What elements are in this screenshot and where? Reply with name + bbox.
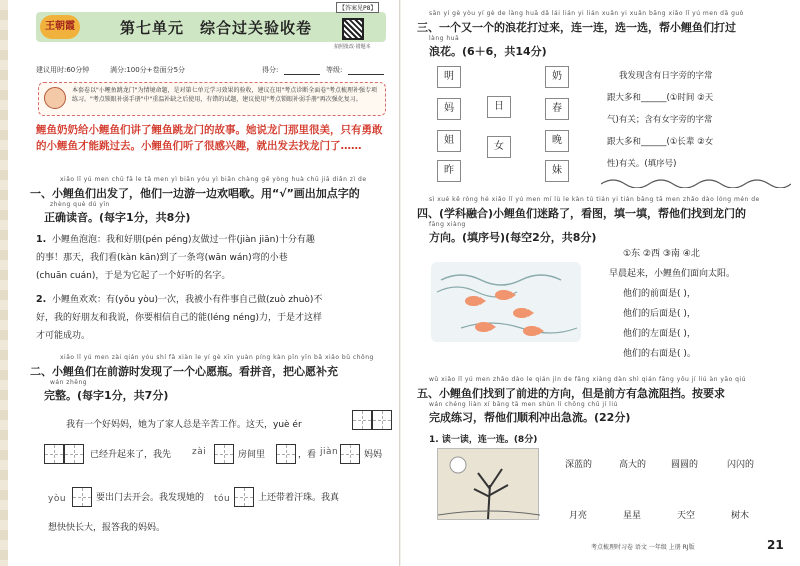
answer-box[interactable] — [64, 444, 84, 464]
q4-title: 四、(学科融合)小鲤鱼们迷路了，看图，填一填，帮他们找到龙门的 — [417, 207, 747, 220]
qr-code-icon[interactable] — [342, 18, 364, 40]
level-blank[interactable] — [348, 74, 384, 75]
q2-text-2a: 已经升起来了，我先 — [90, 450, 172, 460]
q2-text-2d: ，看 — [298, 450, 317, 460]
q4-pinyin-2: fāng xiàng — [429, 221, 466, 228]
q1-title-2: 正确读音。(每字1分，共8分) — [44, 211, 191, 224]
char-card-right[interactable]: 春 — [545, 98, 569, 120]
adjective-word[interactable]: 高大的 — [619, 460, 647, 470]
char-card-left[interactable]: 妈 — [437, 98, 461, 120]
char-card-right[interactable]: 晚 — [545, 130, 569, 152]
q2-pinyin-2: wán zhěng — [50, 379, 88, 386]
q1-item-2-label: 2. — [36, 294, 47, 305]
score-blank[interactable] — [284, 74, 320, 75]
char-card-right[interactable]: 奶 — [545, 66, 569, 88]
answer-box[interactable] — [372, 410, 392, 430]
answer-box[interactable] — [72, 487, 92, 507]
q1-item-2-line1[interactable]: 小鲤鱼欢欢：有(yǒu yòu)一次，我被小有件事自己做(zuò zhuò)不 — [52, 295, 323, 305]
q2-pinyin-you: yòu — [48, 494, 67, 504]
q3-title: 三、一个又一个的浪花打过来，连一连，选一选，帮小鲤鱼们打过 — [417, 21, 736, 34]
answer-box[interactable] — [340, 444, 360, 464]
q2-title-2: 完整。(每字1分，共7分) — [44, 389, 169, 402]
q4-blank-front[interactable]: 他们的前面是( )， — [623, 289, 696, 299]
char-card-left[interactable]: 姐 — [437, 130, 461, 152]
qr-caption: 拍照批改·错题本 — [334, 44, 371, 50]
girl-avatar-icon — [44, 87, 66, 109]
answer-tag: 【答案见P8】 — [336, 2, 379, 13]
night-tree-image — [437, 448, 539, 520]
q3-pinyin: sān yí gè yòu yí gè de làng huā dǎ lái lián yi lián xuǎn yi xuǎn bāng xiǎo lǐ yú men dǎ guò — [429, 10, 744, 17]
page-number: 21 — [767, 538, 784, 552]
q2-text-3d: 上还带着汗珠。我真 — [258, 493, 340, 503]
q3-title-2: 浪花。(6＋6，共14分) — [429, 45, 547, 58]
story-intro: 鲤鱼奶奶给小鲤鱼们讲了鲤鱼跳龙门的故事。她说龙门那里很美，只有勇敢的小鲤鱼才能跳过去。小鲤鱼们听了很感兴趣，就出发去找龙门了…… — [36, 124, 383, 152]
answer-box[interactable] — [276, 444, 296, 464]
brand-logo: 王朝霞 — [40, 15, 80, 39]
adjective-word[interactable]: 深蓝的 — [565, 460, 593, 470]
q1-title: 一、小鲤鱼们出发了，他们一边游一边欢唱歌。用“√”画出加点字的 — [30, 187, 360, 200]
noun-word[interactable]: 树木 — [731, 511, 750, 521]
answer-box[interactable] — [352, 410, 372, 430]
q1-item-2-line3[interactable]: 才可能成功。 — [36, 331, 91, 341]
q2-text-3b: 要出门去开会。我发现她的 — [96, 493, 205, 503]
binding-strip — [0, 0, 8, 566]
q2-pinyin-zai: zài — [192, 447, 207, 457]
q2-paragraph-4: 想快快长大，报答我的妈妈。 — [48, 523, 166, 533]
q2-title: 二、小鲤鱼们在前游时发现了一个心愿瓶。看拼音，把心愿补充 — [30, 365, 338, 378]
fish-icon — [523, 326, 539, 336]
notice-text: 本套卷以"小鲤鱼跳龙门"为情境命题，是对第七单元学习效果的验收，建议在用"考点诊断全面卷"考点梳理补强专项练习。"考点锁眼补弱手册"中"重温补缺之后使用，有错的试题，建议使用"考点锁眼补弱手册"再次强化复习。 — [72, 87, 378, 103]
page-title: 第七单元 综合过关验收卷 — [120, 19, 313, 37]
noun-word[interactable]: 月亮 — [569, 511, 588, 521]
q2-paragraph-1: 我有一个好妈妈，她为了家人总是辛苦工作。这天，yuè ér — [66, 420, 302, 430]
q3-poem-line-5: 性)有关。(填序号) — [607, 159, 677, 169]
char-card-left[interactable]: 明 — [437, 66, 461, 88]
fish-illustration — [431, 262, 581, 342]
q2-text-2c: 房间里 — [238, 450, 266, 460]
footer-series: 考点梳理时习卷 语文 一年级 上册 RJ版 — [591, 544, 695, 551]
q4-intro: 早晨起来，小鲤鱼们面向太阳。 — [609, 269, 736, 279]
answer-box[interactable] — [234, 487, 254, 507]
q2-pinyin-jian: jiàn — [320, 447, 339, 457]
q5-pinyin-2: wán chéng liàn xí bāng tā men shùn lì chōng chū jí liú — [429, 401, 618, 408]
q2-text-2f: 妈妈 — [364, 450, 383, 460]
noun-word[interactable]: 星星 — [623, 511, 642, 521]
q2-pinyin: xiǎo lǐ yú men zài qián yóu shí fā xiàn le yí gè xīn yuàn píng kàn pīn yīn bǎ xiǎo bǔ chōng — [60, 354, 374, 361]
q1-pinyin-2: zhèng què dú yīn — [50, 201, 110, 208]
q1-item-1-label: 1. — [36, 234, 47, 245]
q3-pinyin-2: làng huā — [429, 35, 460, 42]
adjective-word[interactable]: 圆圆的 — [671, 460, 699, 470]
q4-title-2: 方向。(填序号)(每空2分，共8分) — [429, 231, 597, 244]
q4-pinyin: sì xué kē róng hé xiǎo lǐ yú men mí lù le kàn tú tián yi tián bāng tā men zhǎo dào lóng mén de — [429, 196, 760, 203]
score-label: 得分: — [262, 66, 279, 74]
right-page — [401, 0, 800, 566]
char-card-left[interactable]: 昨 — [437, 160, 461, 182]
char-card-right[interactable]: 妹 — [545, 160, 569, 182]
q1-item-1-line1[interactable]: 小鲤鱼泡泡：我和好朋(pén péng)友做过一件(jiàn jiān)十分有趣 — [52, 235, 315, 245]
q5-title: 五、小鲤鱼们找到了前进的方向，但是前方有急流阻挡。按要求 — [417, 387, 725, 400]
q4-blank-left[interactable]: 他们的左面是( )， — [623, 329, 696, 339]
q1-item-2-line2[interactable]: 好，我的好朋友和我说，你要相信自己的能(léng néng)力，于是才这样 — [36, 313, 322, 323]
radical-card[interactable]: 日 — [487, 96, 511, 118]
fish-icon — [465, 296, 481, 306]
q3-poem-line-2[interactable]: 跟大多和______(①时间 ②天 — [607, 93, 714, 103]
q2-pinyin-tou: tóu — [214, 494, 231, 504]
adjective-word[interactable]: 闪闪的 — [727, 460, 755, 470]
q5-title-2: 完成练习，帮他们顺利冲出急流。(22分) — [429, 411, 631, 424]
q5-pinyin: wǔ xiǎo lǐ yú men zhǎo dào le qián jìn de fāng xiàng dàn shì qián fāng yǒu jí liú àn yāo qiú — [429, 376, 746, 383]
wave-decoration-icon — [601, 174, 791, 188]
level-label: 等级: — [326, 66, 343, 74]
fish-icon — [513, 308, 529, 318]
q3-poem-line-3: 气)有关；含有女字旁的字常 — [607, 115, 713, 125]
q1-pinyin: xiǎo lǐ yú men chū fā le tā men yì biān yóu yì biān chàng gē yòng huà chū jiā diǎn zì de — [60, 176, 367, 183]
q3-poem-line-1: 我发现含有日字旁的字常 — [619, 71, 713, 81]
suggested-time: 建议用时:60分钟 — [36, 66, 90, 74]
q3-poem-line-4[interactable]: 跟大多和______(①长辈 ②女 — [607, 137, 714, 147]
score-info: 满分:100分+卷面分5分 — [110, 66, 186, 74]
fish-icon — [475, 322, 491, 332]
radical-card[interactable]: 女 — [487, 136, 511, 158]
q4-options: ①东 ②西 ③南 ④北 — [623, 249, 700, 259]
q4-blank-back[interactable]: 他们的后面是( )， — [623, 309, 696, 319]
answer-box[interactable] — [214, 444, 234, 464]
q1-item-1-line3[interactable]: (chuān cuán)，于是为它起了一个好听的名字。 — [36, 271, 231, 281]
q4-blank-right[interactable]: 他们的右面是( )。 — [623, 349, 696, 359]
q5-sub-1: 1. 读一读，连一连。(8分) — [429, 435, 538, 445]
answer-box[interactable] — [44, 444, 64, 464]
q1-item-1-line2[interactable]: 的事！那天，我们看(kàn kān)到了一条弯(wān wán)弯的小巷 — [36, 253, 288, 263]
noun-word[interactable]: 天空 — [677, 511, 696, 521]
fish-icon — [495, 290, 511, 300]
